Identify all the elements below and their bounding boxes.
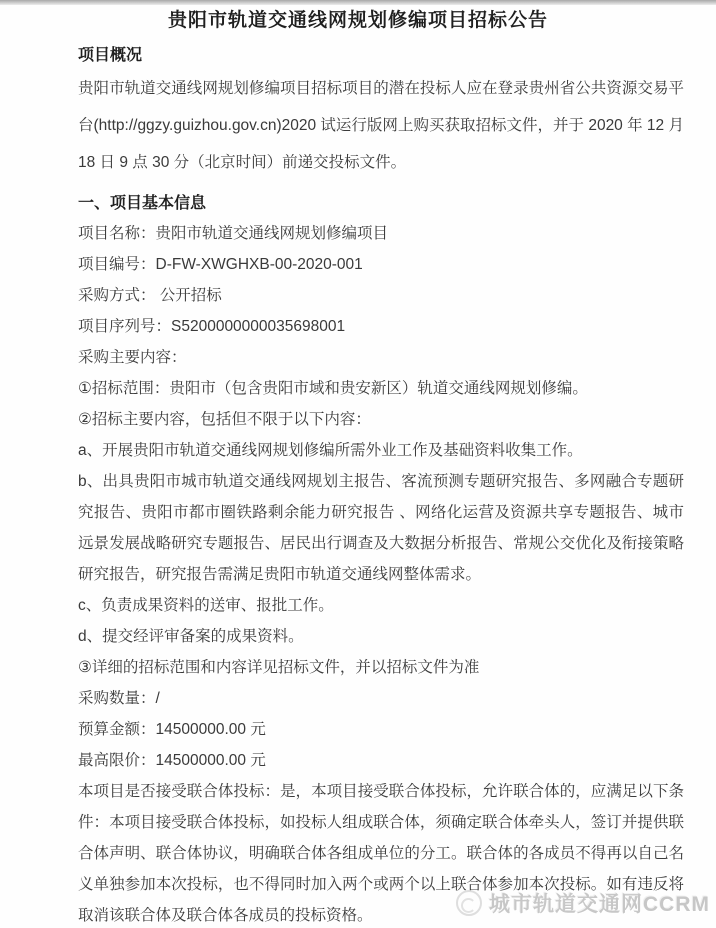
field-project-name: 项目名称：贵阳市轨道交通线网规划修编项目 [78,225,389,242]
item-d-filed-results: d、提交经评审备案的成果资料。 [78,628,304,645]
overview-heading: 项目概况 [78,47,143,64]
basic-info-heading: 一、项目基本信息 [78,195,207,212]
item-bidding-content-intro: ②招标主要内容，包括但不限于以下内容： [78,411,371,428]
page-top-edge [0,0,716,5]
item-detail-note: ③详细的招标范围和内容详见招标文件，并以招标文件为准 [78,659,480,676]
item-a-field-work: a、开展贵阳市轨道交通线网规划修编所需外业工作及基础资料收集工作。 [78,442,583,459]
field-project-serial-number: 项目序列号：S5200000000035698001 [78,318,346,335]
document-content [0,44,716,928]
field-quantity: 采购数量：/ [78,690,160,707]
item-c-review-submission: c、负责成果资料的送审、报批工作。 [78,597,334,614]
watermark-text: 城市轨道交通网CCRM [489,893,710,916]
field-procurement-method: 采购方式： 公开招标 [78,287,222,304]
field-main-content-label: 采购主要内容： [78,349,187,366]
field-price-cap: 最高限价：14500000.00 元 [78,752,266,769]
overview-paragraph: 贵阳市轨道交通线网规划修编项目招标项目的潜在投标人应在登录贵州省公共资源交易平台(http://ggzy.guizhou.gov.cn)2020 试运行版网上购买获取招标文件，并于 2020 年 12 月 18 日 9 点 30 分（北京时间）前递交投标文件。 [78,80,684,171]
item-b-reports: b、出具贵阳市城市轨道交通线网规划主报告、客流预测专题研究报告、多网融合专题研究报告、贵阳市都市圈铁路剩余能力研究报告 、网络化运营及资源共享专题报告、城市远景发展战略研究专题报告、居民出行调查及大数据分析报告、常规公交优化及衔接策略研究报告，研究报告需满足贵阳市轨道交通线网整体需求。 [78,473,684,583]
paragraph-joint-venture: 本项目是否接受联合体投标：是，本项目接受联合体投标，允许联合体的，应满足以下条件：本项目接受联合体投标，如投标人组成联合体，须确定联合体牵头人，签订并提供联合体声明、联合体协议，明确联合体各组成单位的分工。联合体的各成员不得再以自己名义单独参加本次投标，也不得同时加入两个或两个以上联合体参加本次投标。如有违反将取消该联合体及联合体各成员的投标资格。 [78,783,684,924]
field-project-number: 项目编号：D-FW-XWGHXB-00-2020-001 [78,256,363,273]
item-bidding-scope: ①招标范围：贵阳市（包含贵阳市域和贵安新区）轨道交通线网规划修编。 [78,380,588,397]
field-budget-amount: 预算金额：14500000.00 元 [78,721,266,738]
document-title: 贵阳市轨道交通线网规划修编项目招标公告 [167,10,548,31]
